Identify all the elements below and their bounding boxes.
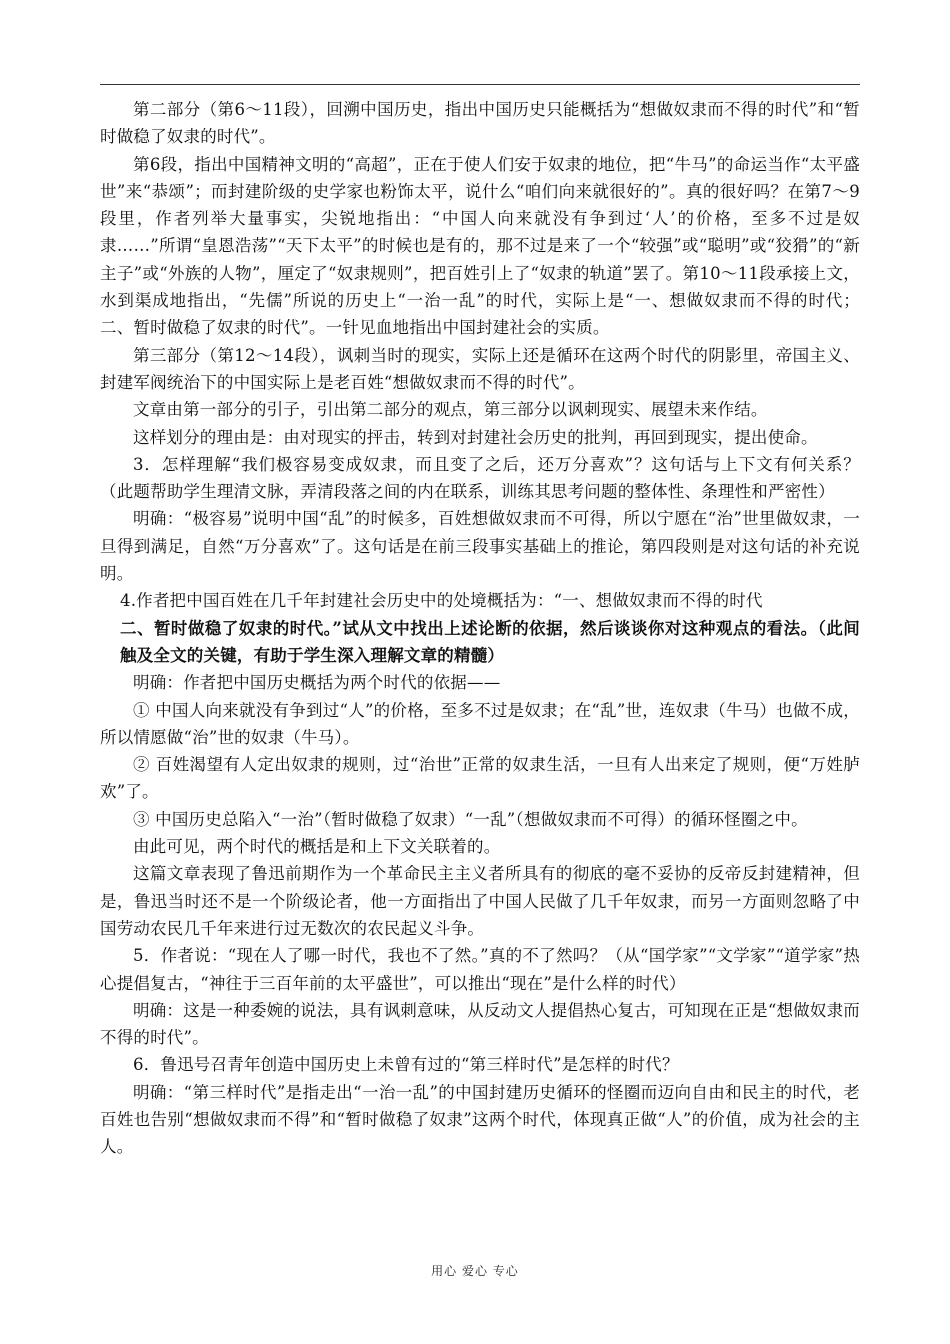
answer-6: 明确：“第三样时代”是指走出“一治一乱”的中国封建历史循环的怪圈而迈向自由和民主的时代，老百姓也告别“想做奴隶而不得”和“暂时做稳了奴隶”这两个时代，体现真正做“人”的价值，成为社会的主人。 (100, 1082, 860, 1157)
page-footer: 用心 爱心 专心 (431, 1264, 519, 1278)
header-rule (100, 84, 860, 85)
answer-4-comment: 这篇文章表现了鲁迅前期作为一个革命民主主义者所具有的彻底的毫不妥协的反帝反封建精神，但是，鲁迅当时还不是一个阶级论者，他一方面指出了中国人民做了几千年奴隶，而另一方面则忽略了中国劳动农民几千年来进行过无数次的农民起义斗争。 (100, 864, 860, 938)
question-3: 3．怎样理解“我们极容易变成奴隶，而且变了之后，还万分喜欢”？这句话与上下文有何关系？（此题帮助学生理清文脉，弄清段落之间的内在联系，训练其思考问题的整体性、条理性和严密性） (100, 454, 860, 502)
answer-4-point-3: ③ 中国历史总陷入“一治”（暂时做稳了奴隶）“一乱”（想做奴隶而不可得）的循环怪圈之中。 (133, 809, 808, 829)
question-4-line1: 4.作者把中国百姓在几千年封建社会历史中的处境概括为：“一、想做奴隶而不得的时代 (120, 591, 763, 611)
paragraph-part-three: 第三部分（第12～14段），讽刺当时的现实，实际上还是循环在这两个时代的阴影里，帝国主义、封建军阀统治下的中国实际上是老百姓“想做奴隶而不得的时代”。 (100, 345, 860, 392)
answer-3: 明确：“极容易”说明中国“乱”的时候多，百姓想做奴隶而不可得，所以宁愿在“治”世里做奴隶，一旦得到满足，自然“万分喜欢”了。这句话是在前三段事实基础上的推论，第四段则是对这句话的补充说明。 (100, 509, 860, 584)
answer-4-point-1: ① 中国人向来就没有争到过“人”的价格，至多不过是奴隶；在“乱”世，连奴隶（牛马）也做不成，所以情愿做“治”世的奴隶（牛马）。 (100, 700, 860, 747)
paragraph-part-two: 第二部分（第6～11段），回溯中国历史，指出中国历史只能概括为“想做奴隶而不得的时代”和“暂时做稳了奴隶的时代”。 (100, 100, 860, 147)
paragraph-section-6: 第6段，指出中国精神文明的“高超”，正在于使人们安于奴隶的地位，把“牛马”的命运当作“太平盛世”来“恭颂”；而封建阶级的史学家也粉饰太平，说什么“咱们向来就很好的”。真的很好吗？在第7～9段里，作者列举大量事实，尖锐地指出：“中国人向来就没有争到过‘人’的价格，至多不过是奴隶……”所谓“皇恩浩荡”“天下太平”的时候也是有的，那不过是来了一个“较强”或“聪明”或“狡猾”的“新主子”或“外族的人物”，厘定了“奴隶规则”，把百姓引上了“奴隶的轨道”罢了。第10～11段承接上文，水到渠成地指出，“先儒”所说的历史上“一治一乱”的时代，实际上是“一、想做奴隶而不得的时代；二、暂时做稳了奴隶的时代”。一针见血地指出中国封建社会的实质。 (100, 154, 860, 338)
paragraph-structure-summary: 文章由第一部分的引子，引出第二部分的观点，第三部分以讽刺现实、展望未来作结。 (133, 400, 768, 420)
document-body (100, 96, 860, 1161)
answer-4-conclusion: 由此可见，两个时代的概括是和上下文关联着的。 (133, 837, 501, 857)
answer-4-intro: 明确：作者把中国历史概括为两个时代的依据—— (133, 673, 501, 693)
paragraph-division-reason: 这样划分的理由是：由对现实的抨击，转到对封建社会历史的批判，再回到现实，提出使命。 (133, 427, 818, 447)
question-6: 6．鲁迅号召青年创造中国历史上未曾有过的“第三样时代”是怎样的时代？ (133, 1055, 679, 1075)
answer-4-point-2: ② 百姓渴望有人定出奴隶的规则，过“治世”正常的奴隶生活，一旦有人出来定了规则，便“万姓胪欢”了。 (100, 755, 860, 802)
question-5: 5．作者说：“现在人了哪一时代，我也不了然。”真的不了然吗？（从“国学家”“文学家”“道学家”热心提倡复古，“神往于三百年前的太平盛世”，可以推出“现在”是什么样的时代） (100, 946, 860, 993)
answer-5: 明确：这是一种委婉的说法，具有讽刺意味，从反动文人提倡热心复古，可知现在正是“想做奴隶而不得的时代”。 (100, 1000, 860, 1048)
question-4-bold: 二、暂时做稳了奴隶的时代。”试从文中找出上述论断的依据，然后谈谈你对这种观点的看法。（此间触及全文的关键，有助于学生深入理解文章的精髓） (120, 618, 860, 665)
